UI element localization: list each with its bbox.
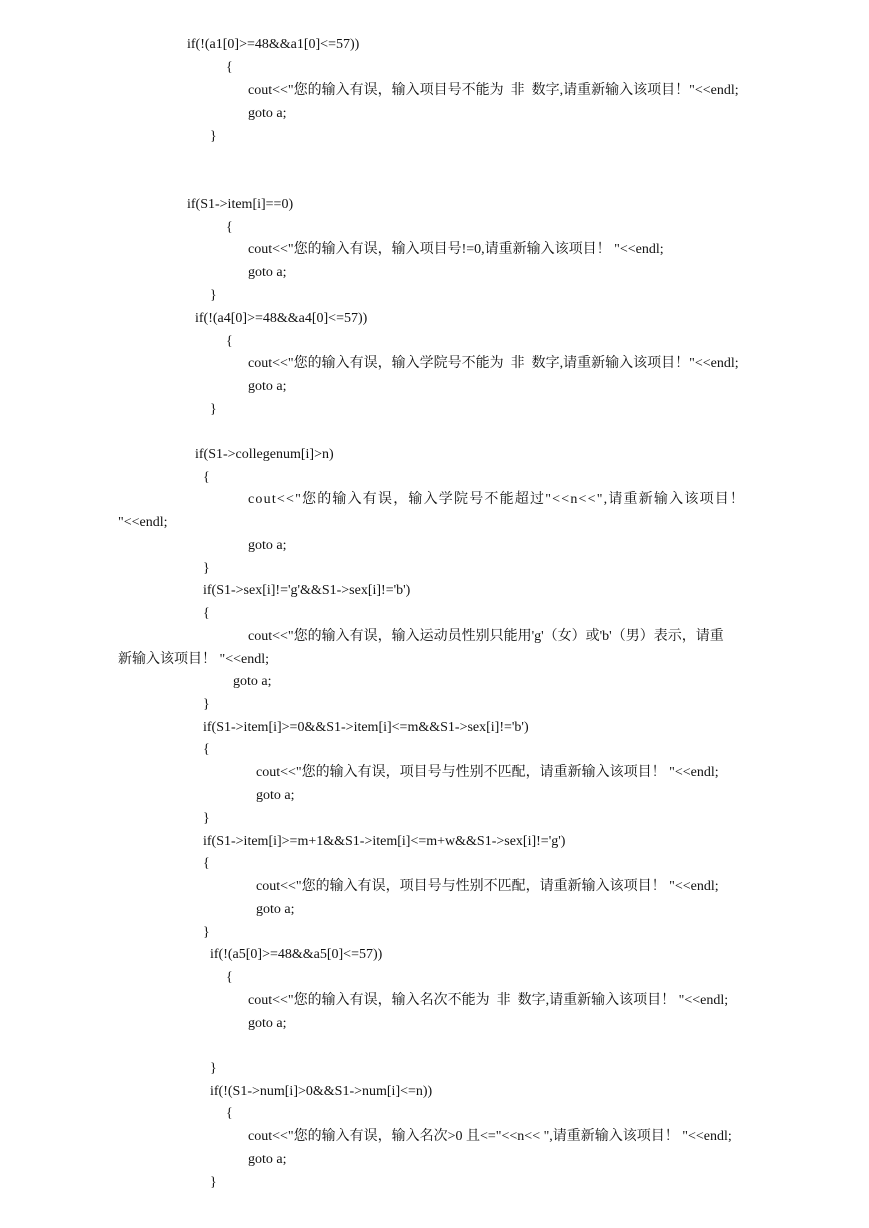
code-line: { <box>203 470 210 485</box>
code-line: cout<<"您的输入有误，输入项目号不能为 非 数字,请重新输入该项目！"<<endl; <box>248 83 739 98</box>
code-line: cout<<"您的输入有误，项目号与性别不匹配，请重新输入该项目！ "<<endl; <box>256 765 719 780</box>
code-line: goto a; <box>248 1152 287 1167</box>
code-line: if(!(S1->num[i]>0&&S1->num[i]<=n)) <box>210 1084 433 1099</box>
code-line: goto a; <box>248 265 287 280</box>
code-line: } <box>210 402 217 417</box>
code-line: cout<<"您的输入有误，输入名次>0 且<="<<n<< ",请重新输入该项目！ "<<endl; <box>248 1129 732 1144</box>
code-line: } <box>210 1061 217 1076</box>
code-line: goto a; <box>248 106 287 121</box>
code-line: cout<<"您的输入有误，输入名次不能为 非 数字,请重新输入该项目！ "<<endl; <box>248 993 729 1008</box>
code-line: goto a; <box>248 379 287 394</box>
code-line: cout<<"您的输入有误，输入项目号!=0,请重新输入该项目！ "<<endl; <box>248 242 664 257</box>
code-line: goto a; <box>248 538 287 553</box>
code-line: { <box>226 220 233 235</box>
code-line: } <box>210 129 217 144</box>
code-line: { <box>226 334 233 349</box>
code-line: { <box>226 970 233 985</box>
code-line: } <box>203 811 210 826</box>
code-line: if(!(a4[0]>=48&&a4[0]<=57)) <box>195 311 368 326</box>
code-line: } <box>203 925 210 940</box>
code-line: goto a; <box>256 788 295 803</box>
code-line: cout<<"您的输入有误，输入学院号不能为 非 数字,请重新输入该项目！"<<endl; <box>248 356 739 371</box>
code-line: cout<<"您的输入有误，项目号与性别不匹配，请重新输入该项目！ "<<endl; <box>256 879 719 894</box>
code-line: goto a; <box>233 674 272 689</box>
code-line: if(!(a1[0]>=48&&a1[0]<=57)) <box>187 37 360 52</box>
code-line: cout<<"您的输入有误，输入学院号不能超过"<<n<<",请重新输入该项目！ <box>248 492 746 507</box>
code-line: } <box>210 1175 217 1190</box>
code-line: { <box>203 742 210 757</box>
code-line: 新输入该项目！ "<<endl; <box>118 652 269 667</box>
code-line: if(S1->item[i]>=0&&S1->item[i]<=m&&S1->sex[i]!='b') <box>203 720 529 735</box>
code-line: cout<<"您的输入有误，输入运动员性别只能用'g'（女）或'b'（男）表示，请重 <box>248 629 724 644</box>
code-line: if(!(a5[0]>=48&&a5[0]<=57)) <box>210 947 383 962</box>
code-line: goto a; <box>248 1016 287 1031</box>
code-line: { <box>203 606 210 621</box>
code-line: { <box>226 1106 233 1121</box>
code-line: } <box>203 561 210 576</box>
code-line: } <box>203 697 210 712</box>
code-line: if(S1->collegenum[i]>n) <box>195 447 334 462</box>
code-line: { <box>226 60 233 75</box>
code-line: if(S1->sex[i]!='g'&&S1->sex[i]!='b') <box>203 583 411 598</box>
code-line: if(S1->item[i]>=m+1&&S1->item[i]<=m+w&&S1->sex[i]!='g') <box>203 834 566 849</box>
code-line: if(S1->item[i]==0) <box>187 197 294 212</box>
code-line: { <box>203 856 210 871</box>
code-line: "<<endl; <box>118 515 168 530</box>
code-line: goto a; <box>256 902 295 917</box>
code-line: } <box>210 288 217 303</box>
